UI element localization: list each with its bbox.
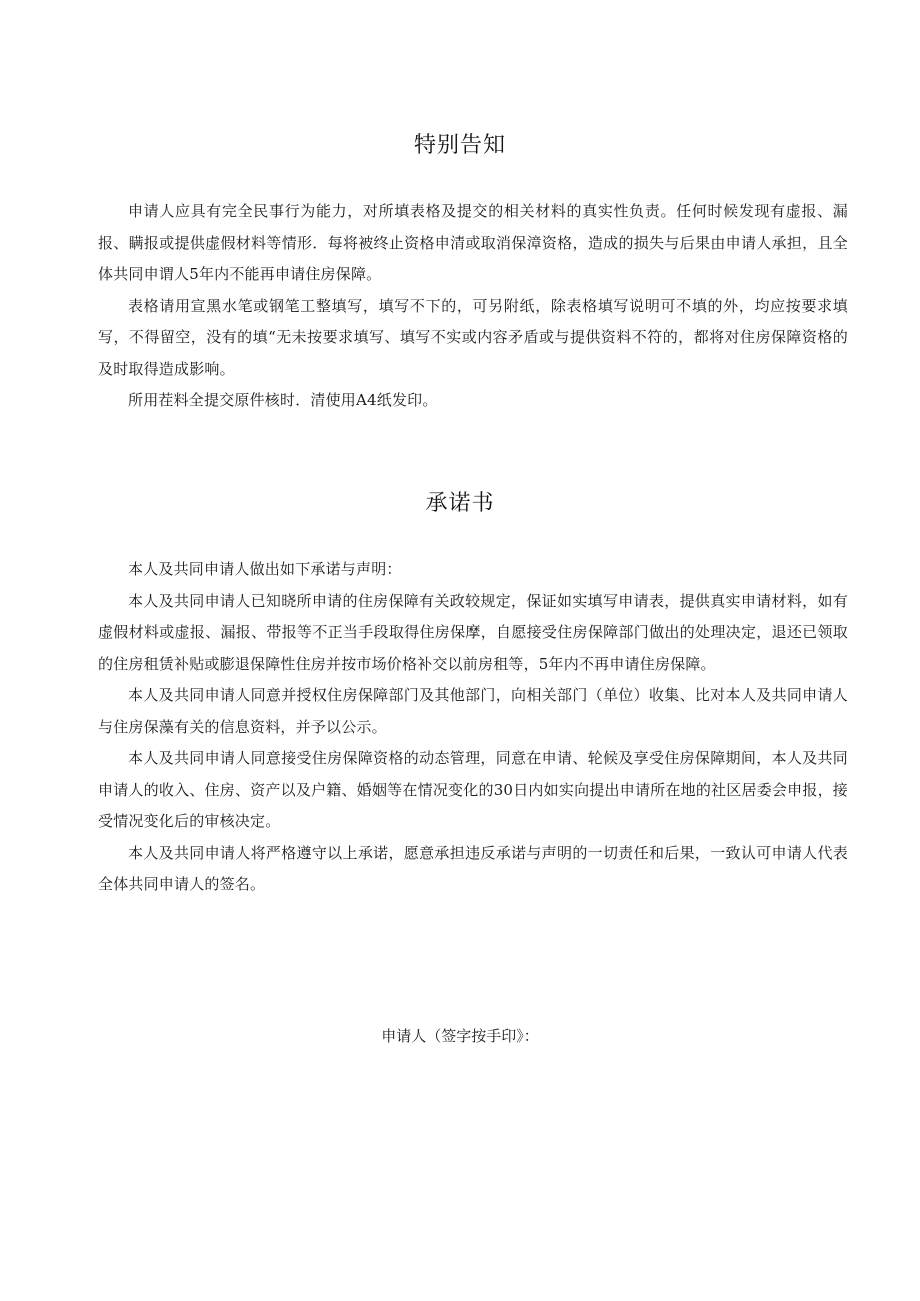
pledge-paragraph-truthfulness: 本人及共同申请人已知晓所申请的住房保障有关政较规定，保证如实填写申请表，提供真实申请材料，如有虚假材料或虚报、漏报、带报等不正当手段取得住房保摩，自愿接受住房保障部门做出的处理决定，退还已领取的住房租赁补贴或膨退保障性住房并按市场价格补交以前房租等，5年内不再申请住房保障。: [98, 591, 848, 673]
notice-paragraph-filling-instructions: 表格请用宣黑水笔或钢笔工整填写，填写不下的，可另附纸，除表格填写说明可不填的外，均应按要求填写，不得留空，没有的填“无未按要求填写、填写不实或内容矛盾或与提供资料不符的，都将对住房保障资格的及时取得造成影响。: [98, 296, 848, 378]
pledge-body: [98, 554, 848, 901]
special-notice-body: [98, 196, 848, 417]
pledge-paragraph-authorization: 本人及共同申请人同意并授权住房保障部门及其他部门，向相关部门（单位）收集、比对本人及共同申请人与住房保藻有关的信息资料，并予以公示。: [98, 686, 848, 736]
notice-paragraph-materials: 所用茬料全提交原件核时．清使用A4纸发印。: [128, 391, 438, 409]
notice-paragraph-responsibility: 申请人应具有完全民事行为能力，对所填表格及提交的相关材料的真实性负责。任何时候发现有虚报、漏报、瞒报或提供虚假材料等情形．每将被终止资格申清或取消保漳资格，造成的损失与后果由申请人承担，且全体共同申谓人5年内不能再申请住房保障。: [98, 202, 848, 283]
pledge-paragraph-intro: 本人及共同申请人做出如下承诺与声明：: [128, 560, 402, 578]
special-notice-title: 特别告知: [413, 133, 506, 158]
pledge-paragraph-compliance: 本人及共同申请人将严格遵守以上承诺，愿意承担违反承诺与声明的一切责任和后果，一致认可申请人代表全体共同申请人的签名。: [98, 843, 848, 893]
pledge-title: 承诺书: [425, 491, 495, 516]
pledge-paragraph-dynamic-management: 本人及共同申请人同意接受住房保障资格的动态管理，同意在申请、轮候及享受住房保障期间，本人及共同申请人的收入、住房、资产以及户籍、婚姻等在情况变化的30日内如实向提出申请所在地的社区居委会申报，接受情况变化后的审核决定。: [98, 749, 848, 830]
applicant-signature-label: 申请人（签字按手印》：: [381, 1027, 539, 1045]
